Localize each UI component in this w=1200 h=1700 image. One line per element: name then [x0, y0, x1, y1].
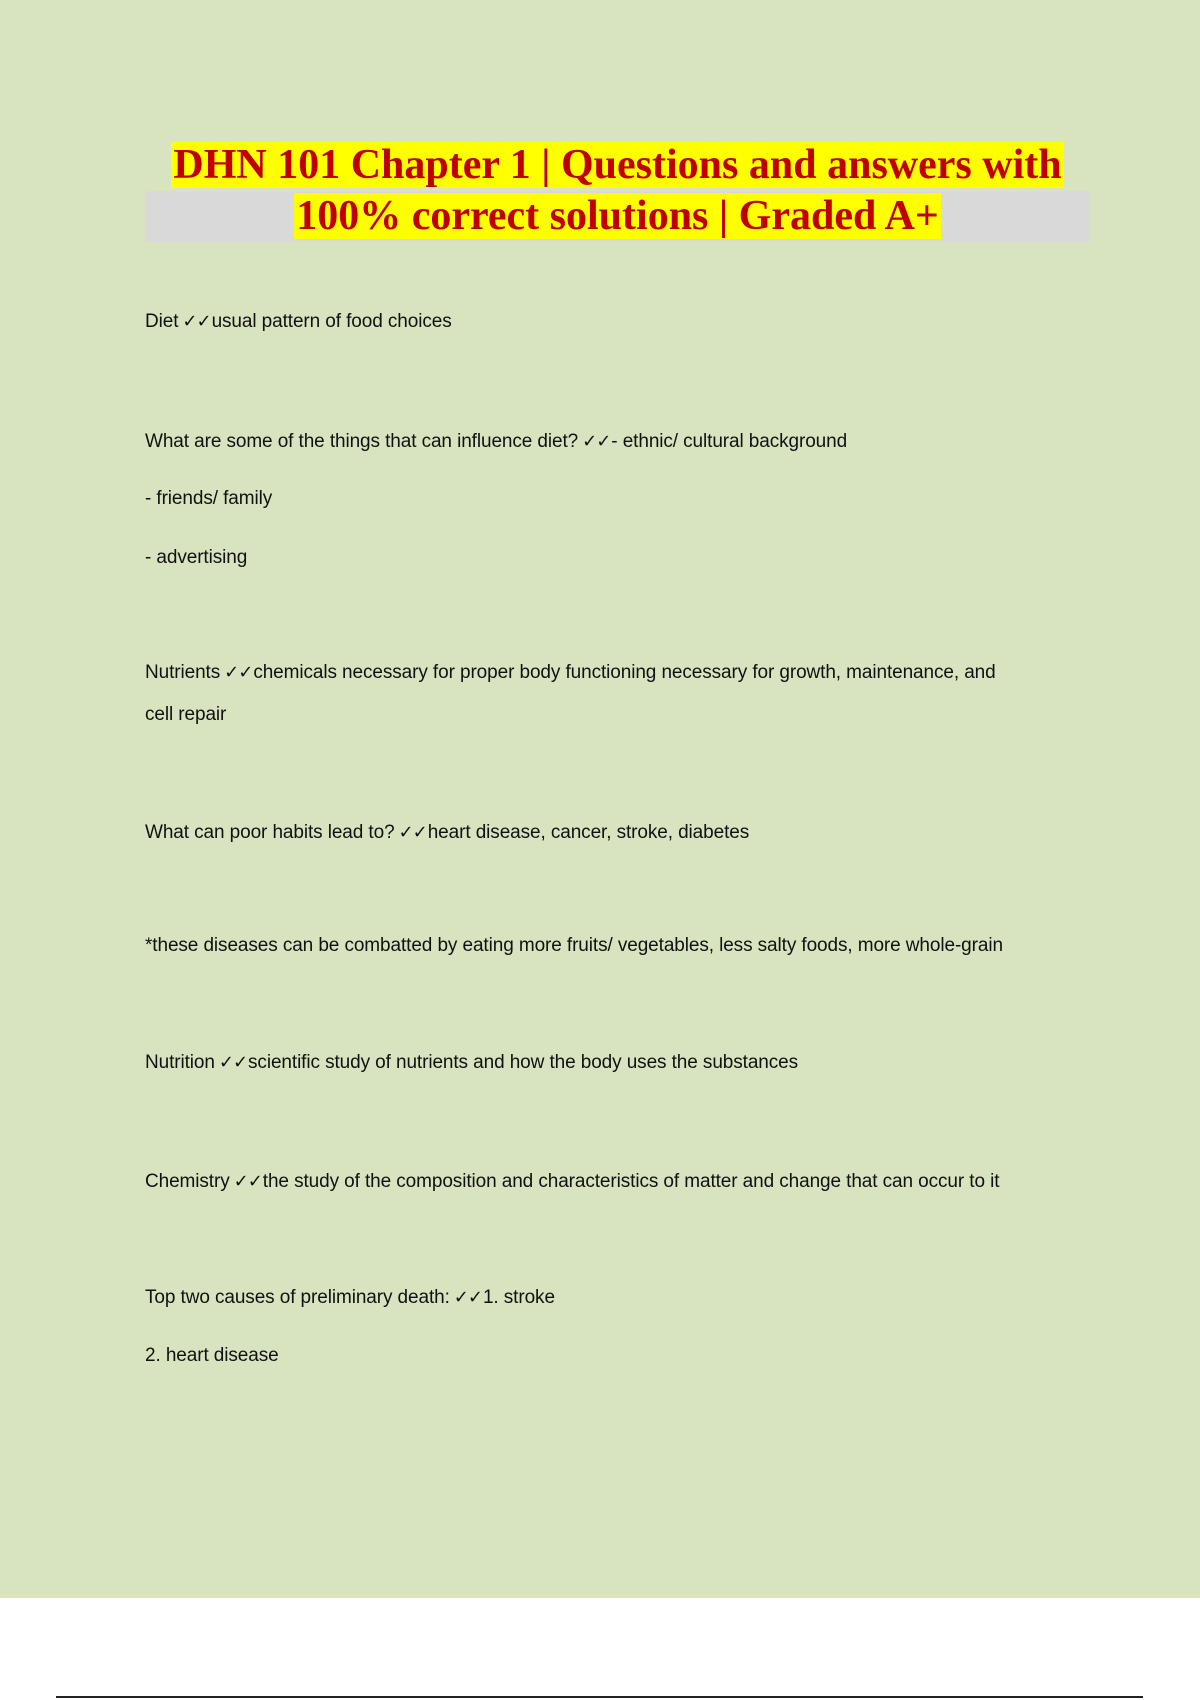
double-check-icon: ✓✓	[224, 662, 253, 683]
qa-diet-influence	[145, 431, 847, 453]
footer-divider	[56, 1696, 1143, 1698]
answer: scientific study of nutrients and how the body uses the substances	[248, 1052, 799, 1073]
answer: - ethnic/ cultural background	[611, 431, 848, 452]
document-title	[145, 140, 1090, 242]
qa-causes-of-death	[145, 1287, 555, 1309]
answer: chemicals necessary for proper body functioning necessary for growth, maintenance, and	[253, 662, 996, 683]
answer: heart disease, cancer, stroke, diabetes	[427, 822, 750, 843]
term: Nutrition	[145, 1052, 215, 1073]
title-line-2	[145, 191, 1090, 242]
qa-diet	[145, 311, 452, 333]
title-line-1-text: DHN 101 Chapter 1 | Questions and answers with	[173, 142, 1062, 188]
answer: the study of the composition and characteristics of matter and change that can occur to it	[262, 1171, 1000, 1192]
answer-continuation: 2. heart disease	[145, 1345, 279, 1366]
double-check-icon: ✓✓	[453, 1287, 482, 1308]
term: Nutrients	[145, 662, 221, 683]
answer-continuation: - advertising	[145, 547, 248, 568]
term: Chemistry	[145, 1171, 230, 1192]
answer-continuation: - friends/ family	[145, 488, 273, 509]
answer-continuation: cell repair	[145, 704, 227, 725]
title-line-2-text: 100% correct solutions | Graded A+	[296, 193, 939, 239]
term: Top two causes of preliminary death:	[145, 1287, 450, 1308]
answer: usual pattern of food choices	[211, 311, 452, 332]
qa-chemistry	[145, 1171, 999, 1193]
double-check-icon: ✓✓	[182, 311, 211, 332]
double-check-icon: ✓✓	[398, 822, 427, 843]
qa-nutrients	[145, 662, 996, 684]
title-line-1	[145, 140, 1090, 191]
qa-poor-habits	[145, 822, 749, 844]
double-check-icon: ✓✓	[218, 1052, 248, 1073]
note-diseases: *these diseases can be combatted by eating more fruits/ vegetables, less salty foods, more whole-grain	[145, 935, 1003, 956]
double-check-icon: ✓✓	[582, 431, 611, 452]
qa-nutrition	[145, 1052, 798, 1074]
double-check-icon: ✓✓	[233, 1171, 262, 1192]
term: What are some of the things that can influence diet?	[145, 431, 579, 452]
answer: 1. stroke	[482, 1287, 555, 1308]
term: What can poor habits lead to?	[145, 822, 395, 843]
term: Diet	[145, 311, 179, 332]
